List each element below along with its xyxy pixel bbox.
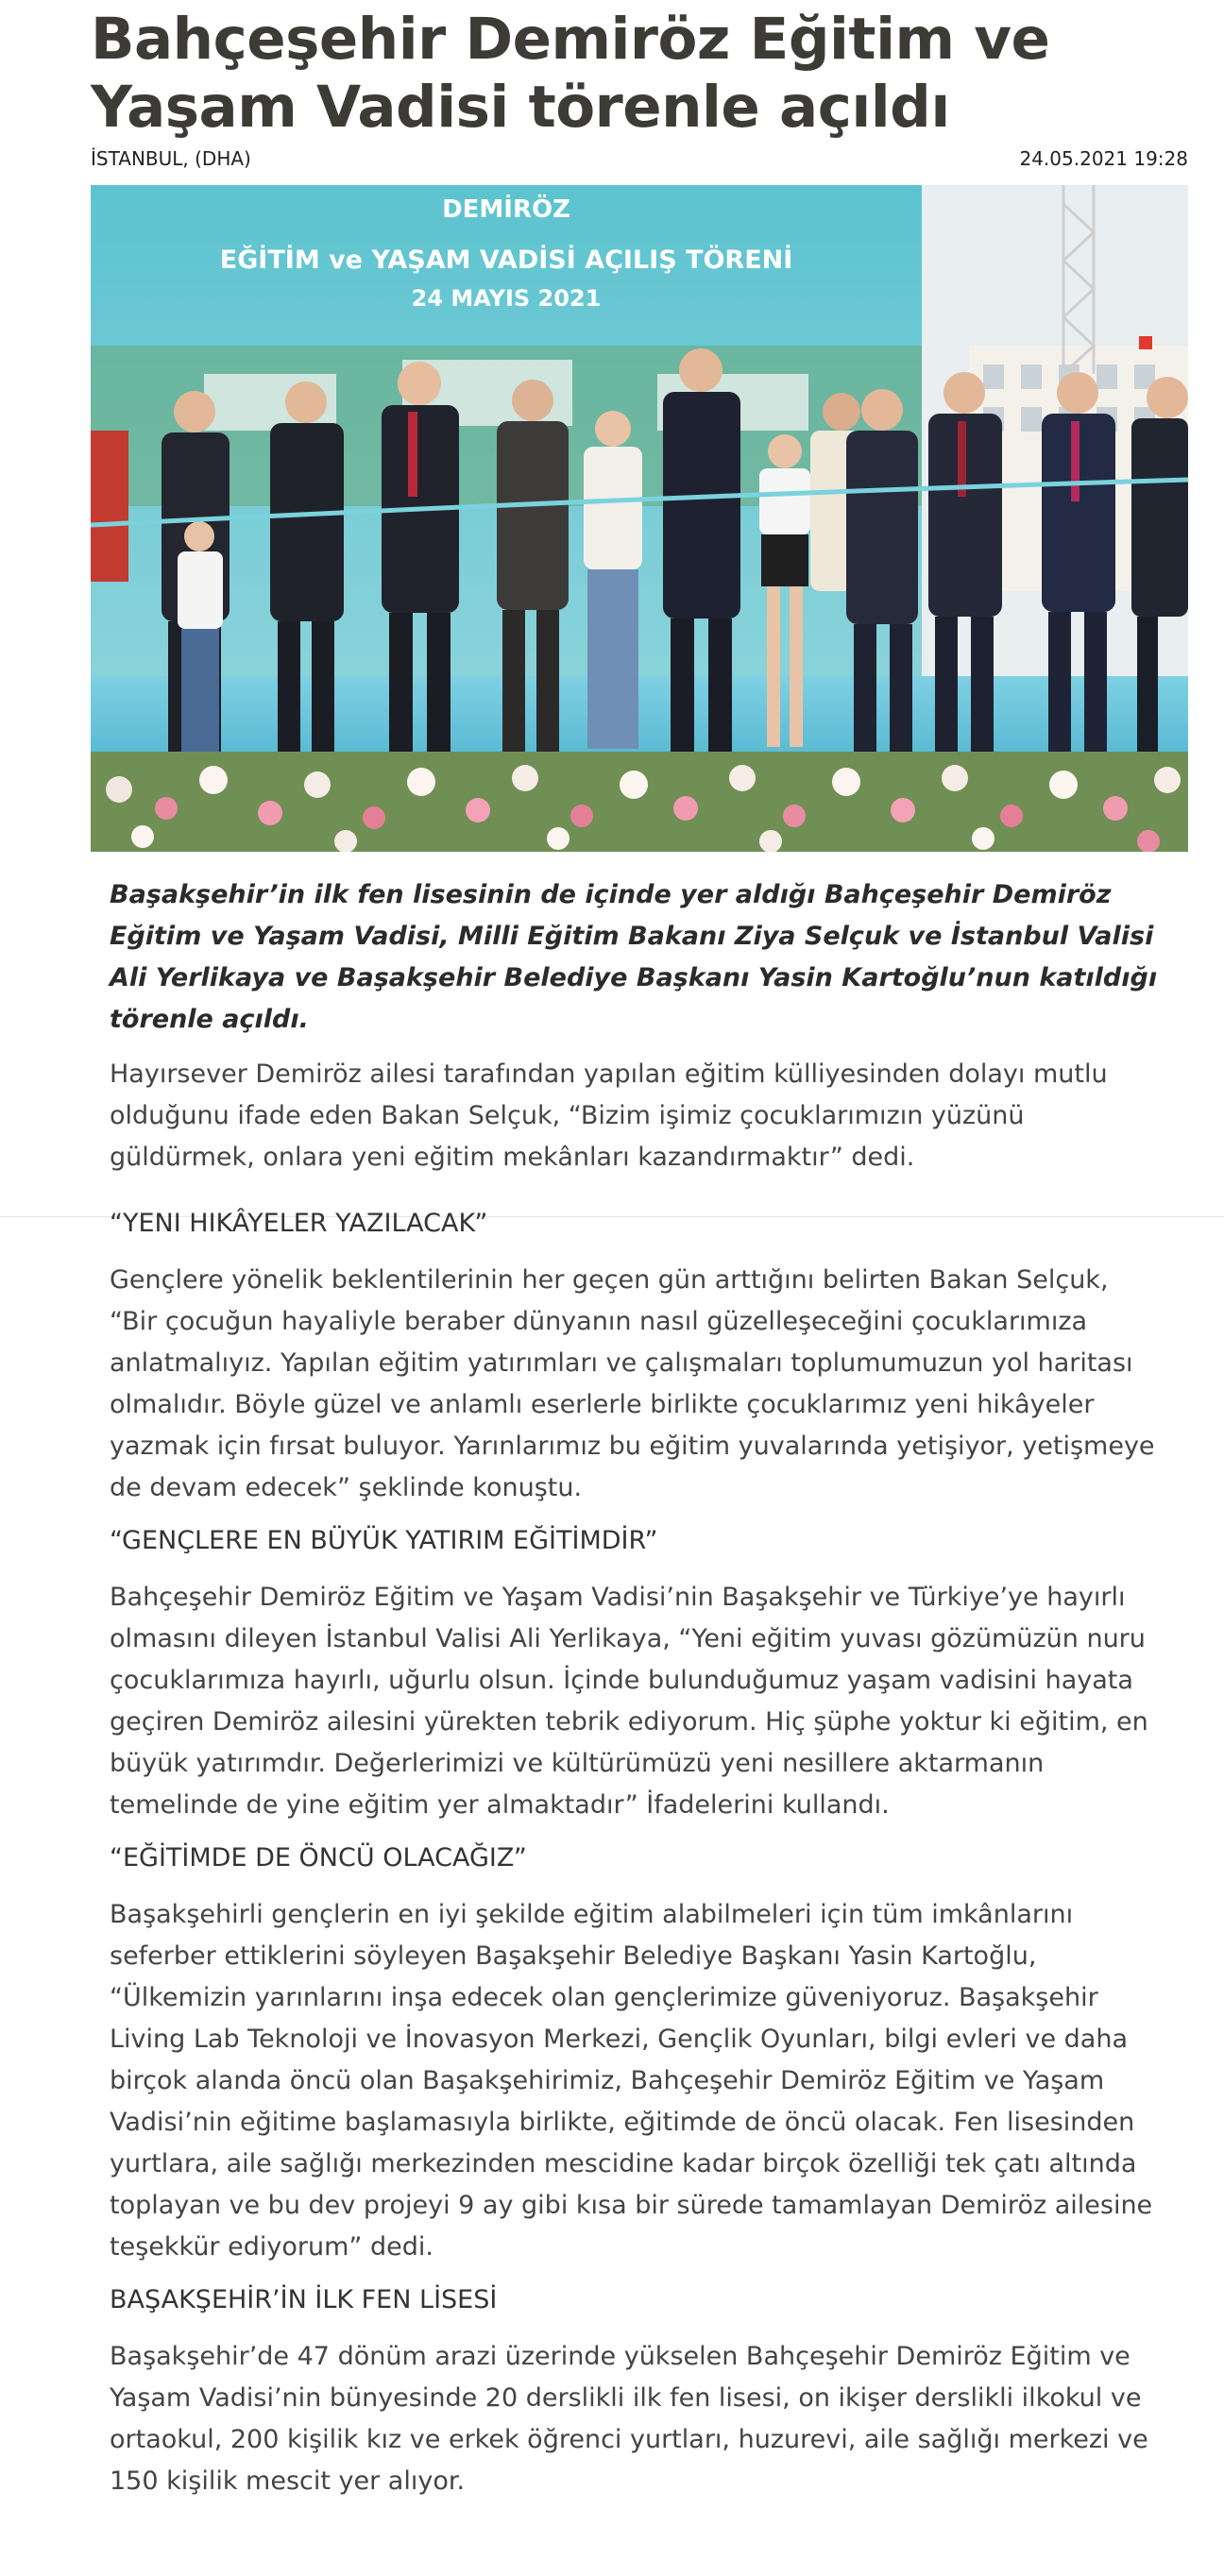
article-photo [91, 185, 1188, 852]
article-datetime: 24.05.2021 19:28 [1019, 147, 1188, 170]
banner-line-1: DEMİRÖZ [442, 195, 570, 224]
article-lead: Başakşehir’in ilk fen lisesinin de içinde yer aldığı Bahçeşehir Demiröz Eğitim ve Yaşam Vadisi, Milli Eğitim Bakanı Ziya Selçuk ve İstanbul Valisi Ali Yerlikaya ve Başakşehir Belediye Başkanı Yasin Kartoğlu’nun katıldığı törenle açıldı. [110, 880, 1158, 1034]
article-meta [91, 147, 1188, 170]
article-paragraph-4: Başakşehirli gençlerin en iyi şekilde eğitim alabilmeleri için tüm imkânlarını seferber ettiklerini söyleyen Başakşehir Belediye Başkanı Yasin Kartoğlu, “Ülkemizin yarınlarını inşa edecek olan gençlerimize güveniyoruz. Başakşehir Living Lab Teknoloji ve İnovasyon Merkezi, Gençlik Oyunları, bilgi evleri ve daha birçok alanda öncü olan Başakşehirimiz, Bahçeşehir Demiröz Eğitim ve Yaşam Vadisi’nin eğitime başlamasıyla birlikte, eğitimde de öncü olacak. Fen lisesinden yurtlara, aile sağlığı merkezinden mescidine kadar birçok özelliği tek çatı altında toplayan ve bu dev projeyi 9 ay gibi kısa bir sürede tamamlayan Demiröz ailesine teşekkür ediyorum” dedi. [110, 1900, 1153, 2262]
ceremony-photo-illustration [91, 185, 1188, 852]
article-paragraph-3: Bahçeşehir Demiröz Eğitim ve Yaşam Vadisi’nin Başakşehir ve Türkiye’ye hayırlı olmasını dileyen İstanbul Valisi Ali Yerlikaya, “Yeni eğitim yuvası gözümüzün nuru çocuklarımıza hayırlı, uğurlu olsun. İçinde bulunduğumuz yaşam vadisini hayata geçiren Demiröz ailesini yürekten tebrik ediyorum. Hiç şüphe yoktur ki eğitim, en büyük yatırımdır. Değerlerimizi ve kültürümüzü yeni nesillere aktarmanın temelinde de yine eğitim yer almaktadır” İfadelerini kullandı. [110, 1583, 1148, 1820]
article-paragraph-5: Başakşehir’de 47 dönüm arazi üzerinde yükselen Bahçeşehir Demiröz Eğitim ve Yaşam Vadisi’nin bünyesinde 20 derslikli ilk fen lisesi, on ikişer derslikli ilkokul ve ortaokul, 200 kişilik kız ve erkek öğrenci yurtları, huzurevi, aile sağlığı merkezi ve 150 kişilik mescit yer alıyor. [110, 2342, 1148, 2496]
flower-bed [91, 752, 1188, 852]
banner-line-2: EĞİTİM ve YAŞAM VADİSİ AÇILIŞ TÖRENİ [219, 246, 793, 275]
article-paragraph-1: Hayırsever Demiröz ailesi tarafından yapılan eğitim külliyesinden dolayı mutlu olduğunu ifade eden Bakan Selçuk, “Bizim işimiz çocuklarımızın yüzünü güldürmek, onlara yeni eğitim mekânları kazandırmaktır” dedi. [110, 1059, 1108, 1172]
article-title: Bahçeşehir Demiröz Eğitim ve Yaşam Vadisi törenle açıldı [91, 6, 1050, 141]
article-subhead-1: “YENI HIKÂYELER YAZILACAK” [110, 1209, 488, 1238]
article-subhead-3: “EĞİTİMDE DE ÖNCÜ OLACAĞIZ” [110, 1843, 527, 1873]
article-subhead-2: “GENÇLERE EN BÜYÜK YATIRIM EĞİTİMDİR” [110, 1526, 658, 1555]
article-paragraph-2: Gençlere yönelik beklentilerinin her geçen gün arttığını belirten Bakan Selçuk, “Bir çocuğun hayaliyle beraber dünyanın nasıl güzelleşeceğini çocuklarımıza anlatmalıyız. Yapılan eğitim yatırımları ve çalışmaları toplumumuzun yol haritası olmalıdır. Böyle güzel ve anlamlı eserlerle birlikte çocuklarımız yeni hikâyeler yazmak için fırsat buluyor. Yarınlarımız bu eğitim yuvalarında yetişiyor, yetişmeye de devam edecek” şeklinde konuştu. [110, 1265, 1155, 1502]
article-location: İSTANBUL, (DHA) [91, 147, 251, 170]
red-flag [1139, 336, 1152, 349]
article-body [110, 874, 1158, 2514]
banner-line-3: 24 MAYIS 2021 [411, 285, 602, 312]
article-subhead-4: BAŞAKŞEHİR’İN İLK FEN LİSESİ [110, 2285, 498, 2314]
